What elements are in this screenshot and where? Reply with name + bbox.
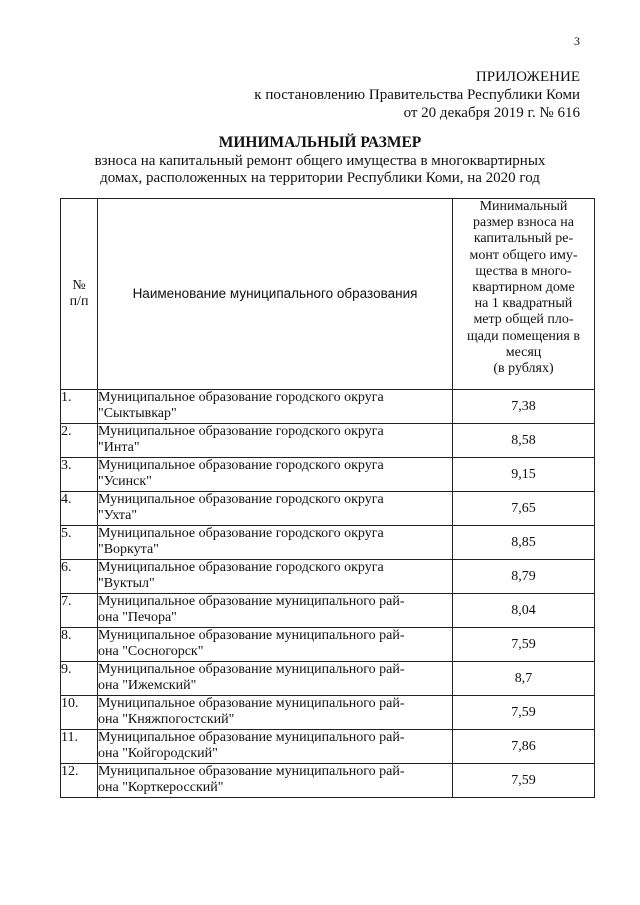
municipality-name — [98, 730, 453, 764]
contribution-value: 8,85 — [453, 526, 595, 560]
row-number: 5. — [61, 526, 98, 560]
row-number: 4. — [61, 492, 98, 526]
municipality-name-line: Муниципальное образование городского округа — [98, 458, 384, 473]
municipality-name-line: Муниципальное образование городского округа — [98, 390, 384, 405]
contribution-table — [60, 198, 595, 798]
municipality-name — [98, 390, 453, 424]
header-value-line: месяц — [505, 344, 542, 360]
municipality-name-line: она "Печора" — [98, 610, 177, 625]
header-number — [61, 199, 98, 390]
contribution-value: 8,04 — [453, 594, 595, 628]
table-row — [61, 764, 595, 798]
table-row — [61, 696, 595, 730]
municipality-name-line: Муниципальное образование муниципального рай- — [98, 764, 405, 779]
contribution-value: 8,79 — [453, 560, 595, 594]
contribution-value: 7,59 — [453, 764, 595, 798]
municipality-name-line: она "Корткеросский" — [98, 780, 224, 795]
contribution-value: 8,7 — [453, 662, 595, 696]
municipality-name — [98, 458, 453, 492]
municipality-name-line: Муниципальное образование городского округа — [98, 424, 384, 439]
table-row — [61, 662, 595, 696]
appendix-title: ПРИЛОЖЕНИЕ — [475, 69, 580, 85]
municipality-name — [98, 764, 453, 798]
municipality-name-line: "Инта" — [98, 440, 140, 455]
municipality-name-line: Муниципальное образование городского округа — [98, 526, 384, 541]
municipality-name-line: Муниципальное образование муниципального рай- — [98, 594, 405, 609]
municipality-name — [98, 492, 453, 526]
table-row — [61, 560, 595, 594]
table-row — [61, 458, 595, 492]
row-number: 6. — [61, 560, 98, 594]
appendix-date: от 20 декабря 2019 г. № 616 — [403, 105, 580, 121]
table-row — [61, 594, 595, 628]
header-number-sign: № — [72, 278, 86, 293]
header-value-line: Минимальный — [479, 199, 568, 214]
header-value-line: метр общей пло- — [473, 312, 574, 328]
municipality-name — [98, 424, 453, 458]
table-header-row — [61, 199, 595, 390]
municipality-name — [98, 628, 453, 662]
municipality-name — [98, 662, 453, 696]
municipality-name — [98, 594, 453, 628]
contribution-value: 7,38 — [453, 390, 595, 424]
header-number-pp: п/п — [69, 294, 89, 309]
subtitle-line-2: домах, расположенных на территории Республики Коми, на 2020 год — [100, 170, 540, 186]
appendix-header — [180, 68, 580, 122]
municipality-name-line: Муниципальное образование городского округа — [98, 560, 384, 575]
municipality-name-line: "Ухта" — [98, 508, 138, 523]
contribution-value: 8,58 — [453, 424, 595, 458]
row-number: 1. — [61, 390, 98, 424]
row-number: 3. — [61, 458, 98, 492]
table-row — [61, 424, 595, 458]
contribution-value: 7,86 — [453, 730, 595, 764]
header-value-line: капитальный ре- — [473, 231, 574, 247]
contribution-value: 7,59 — [453, 628, 595, 662]
municipality-name — [98, 696, 453, 730]
table-row — [61, 730, 595, 764]
municipality-name-line: она "Койгородский" — [98, 746, 218, 761]
row-number: 8. — [61, 628, 98, 662]
municipality-name-line: Муниципальное образование муниципального рай- — [98, 696, 405, 711]
row-number: 2. — [61, 424, 98, 458]
header-value-line: щади помещения в — [467, 328, 580, 344]
header-value-line: размер взноса на — [473, 215, 574, 231]
municipality-name-line: она "Княжпогостский" — [98, 712, 235, 727]
municipality-name — [98, 560, 453, 594]
municipality-name-line: Муниципальное образование муниципального рай- — [98, 730, 405, 745]
municipality-name-line: она "Ижемский" — [98, 678, 197, 693]
municipality-name-line: "Усинск" — [98, 474, 152, 489]
header-name: Наименование муниципального образования — [98, 199, 453, 390]
row-number: 12. — [61, 764, 98, 798]
page-number: 3 — [574, 34, 580, 48]
table-row — [61, 492, 595, 526]
header-value-line: на 1 квадратный — [474, 296, 573, 312]
table-row — [61, 526, 595, 560]
subtitle-line-1: взноса на капитальный ремонт общего имущества в многоквартирных — [94, 153, 546, 169]
contribution-value: 9,15 — [453, 458, 595, 492]
appendix-decree: к постановлению Правительства Республики Коми — [254, 87, 580, 103]
municipality-name-line: она "Сосногорск" — [98, 644, 204, 659]
header-value-line: монт общего иму- — [469, 247, 578, 263]
row-number: 10. — [61, 696, 98, 730]
row-number: 9. — [61, 662, 98, 696]
municipality-name-line: "Сыктывкар" — [98, 406, 177, 421]
table-row — [61, 390, 595, 424]
document-subtitle — [60, 153, 580, 187]
municipality-name-line: "Воркута" — [98, 542, 159, 557]
header-value-line: щества в много- — [475, 263, 572, 279]
municipality-name-line: Муниципальное образование муниципального рай- — [98, 662, 405, 677]
contribution-value: 7,65 — [453, 492, 595, 526]
municipality-name-line: "Вуктыл" — [98, 576, 155, 591]
document-title: МИНИМАЛЬНЫЙ РАЗМЕР — [218, 134, 422, 151]
table-row — [61, 628, 595, 662]
row-number: 7. — [61, 594, 98, 628]
municipality-name-line: Муниципальное образование муниципального рай- — [98, 628, 405, 643]
municipality-name — [98, 526, 453, 560]
header-value-line: (в рублях) — [493, 361, 554, 377]
header-value-line: квартирном доме — [472, 280, 575, 296]
municipality-name-line: Муниципальное образование городского округа — [98, 492, 384, 507]
header-value — [453, 199, 595, 390]
contribution-value: 7,59 — [453, 696, 595, 730]
row-number: 11. — [61, 730, 98, 764]
